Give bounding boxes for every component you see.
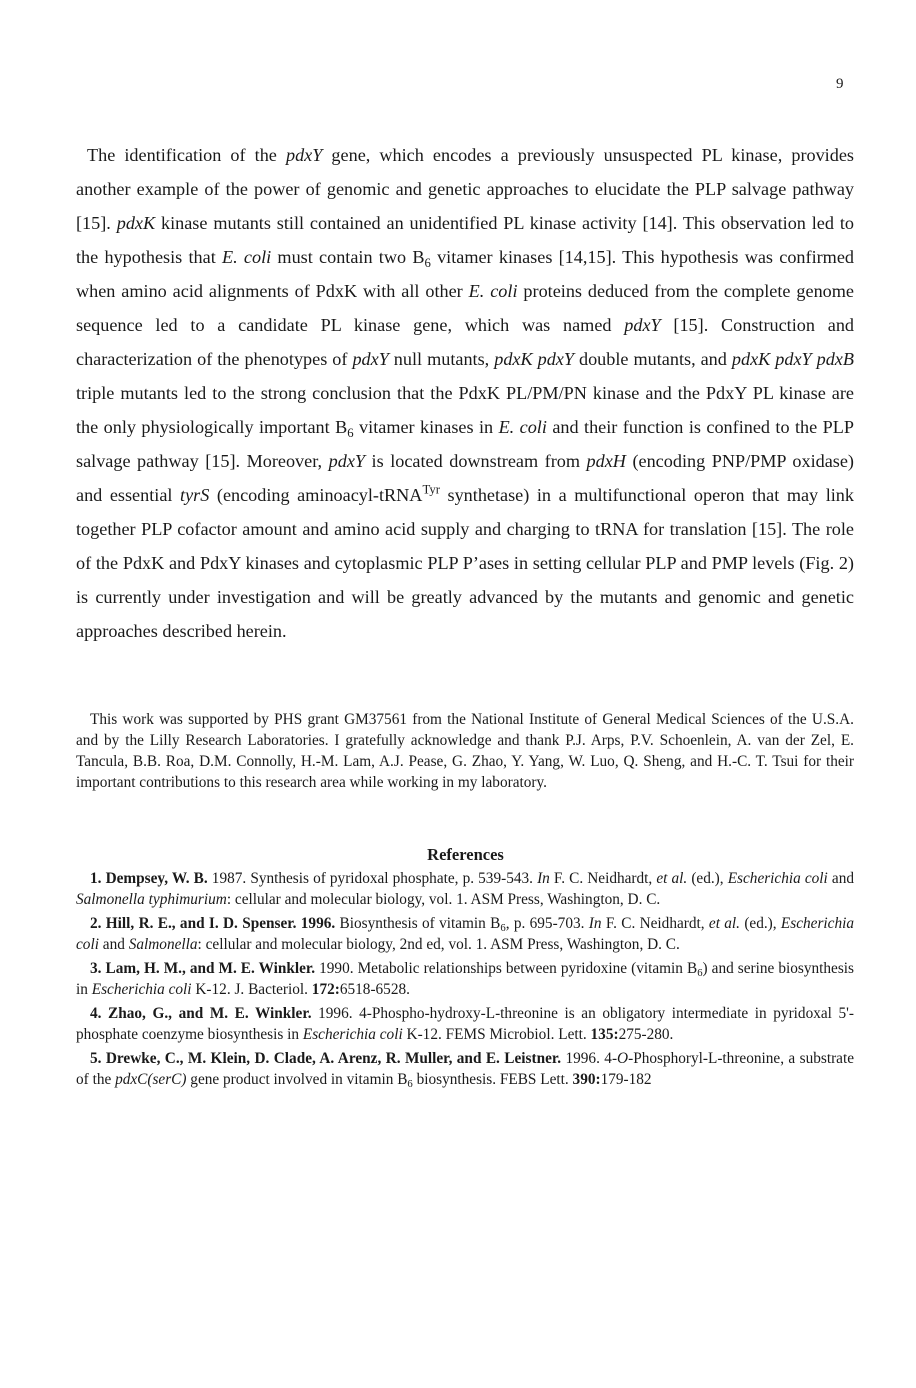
body-paragraph: The identification of the pdxY gene, which encodes a previously unsuspected PL kinase, provides another example of the power of genomic and genetic approaches to elucidate the PLP salvage pathway [15]. pdxK kinase mutants still contained an unidentified PL kinase activity [14]. This observation led to the hypothesis that E. coli must contain two $B_6$ vitamer kinases [14,15]. This hypothesis was confirmed when amino acid alignments of PdxK with all other E. coli proteins deduced from the complete genome sequence led to a candidate PL kinase gene, which was named pdxY [15]. Construction and characterization of the phenotypes of pdxY null mutants, pdxK pdxY double mutants, and pdxK pdxY pdxB triple mutants led to the strong conclusion that the PdxK PL/PM/PN kinase and the PdxY PL kinase are the only physiologically important $B_6$ vitamer kinases in E. coli and their function is confined to the PLP salvage pathway [15]. Moreover, pdxY is located downstream from pdxH (encoding PNP/PMP oxidase) and essential tyrS (encoding aminoacyl-tRNA$^{Tyr}$ synthetase) in a multifunctional operon that may link together PLP cofactor amount and amino acid supply and charging to tRNA for translation [15]. The role of the PdxK and PdxY kinases and cytoplasmic PLP P’ases in setting cellular PLP and PMP levels (Fig. 2) is currently under investigation and will be greatly advanced by the mutants and genomic and genetic approaches described herein. bbox=[76, 145, 855, 641]
references-heading: References bbox=[427, 845, 504, 864]
reference-item: 5. Drewke, C., M. Klein, D. Clade, A. Arenz, R. Muller, and E. Leistner. 1996. 4-O-Phosphoryl-L-threonine, a substrate of the pdxC(serC) gene product involved in vitamin $B_6$ biosynthesis. FEBS Lett. 390:179-182 bbox=[76, 1050, 854, 1091]
reference-item: 1. Dempsey, W. B. 1987. Synthesis of pyridoxal phosphate, p. 539-543. In F. C. Neidhardt, et al. (ed.), Escherichia coli and Salmonella typhimurium: cellular and molecular biology, vol. 1. ASM Press, Washington, D. C. bbox=[76, 870, 854, 908]
page-number: 9 bbox=[836, 76, 844, 92]
reference-item: 3. Lam, H. M., and M. E. Winkler. 1990. Metabolic relationships between pyridoxine (vitamin $B_6$) and serine biosynthesis in Escherichia coli K-12. J. Bacteriol. 172:6518-6528. bbox=[76, 960, 854, 998]
references-list bbox=[76, 868, 854, 1093]
acknowledgment: This work was supported by PHS grant GM37561 from the National Institute of General Medical Sciences of the U.S.A. and by the Lilly Research Laboratories. I gratefully acknowledge and thank P.J. Arps, P.V. Schoenlein, A. van der Zel, E. Tancula, B.B. Roa, D.M. Connolly, H.-M. Lam, A.J. Pease, G. Zhao, Y. Yang, W. Luo, Q. Sheng, and H.-C. T. Tsui for their important contributions to this research area while working in my laboratory. bbox=[76, 711, 854, 791]
reference-item: 2. Hill, R. E., and I. D. Spenser. 1996. Biosynthesis of vitamin $B_6$, p. 695-703. In F. C. Neidhardt, et al. (ed.), Escherichia coli and Salmonella: cellular and molecular biology, 2nd ed, vol. 1. ASM Press, Washington, D. C. bbox=[76, 915, 854, 953]
reference-item: 4. Zhao, G., and M. E. Winkler. 1996. 4-Phospho-hydroxy-L-threonine is an obligatory intermediate in pyridoxal 5'-phosphate coenzyme biosynthesis in Escherichia coli K-12. FEMS Microbiol. Lett. 135:275-280. bbox=[76, 1005, 854, 1043]
